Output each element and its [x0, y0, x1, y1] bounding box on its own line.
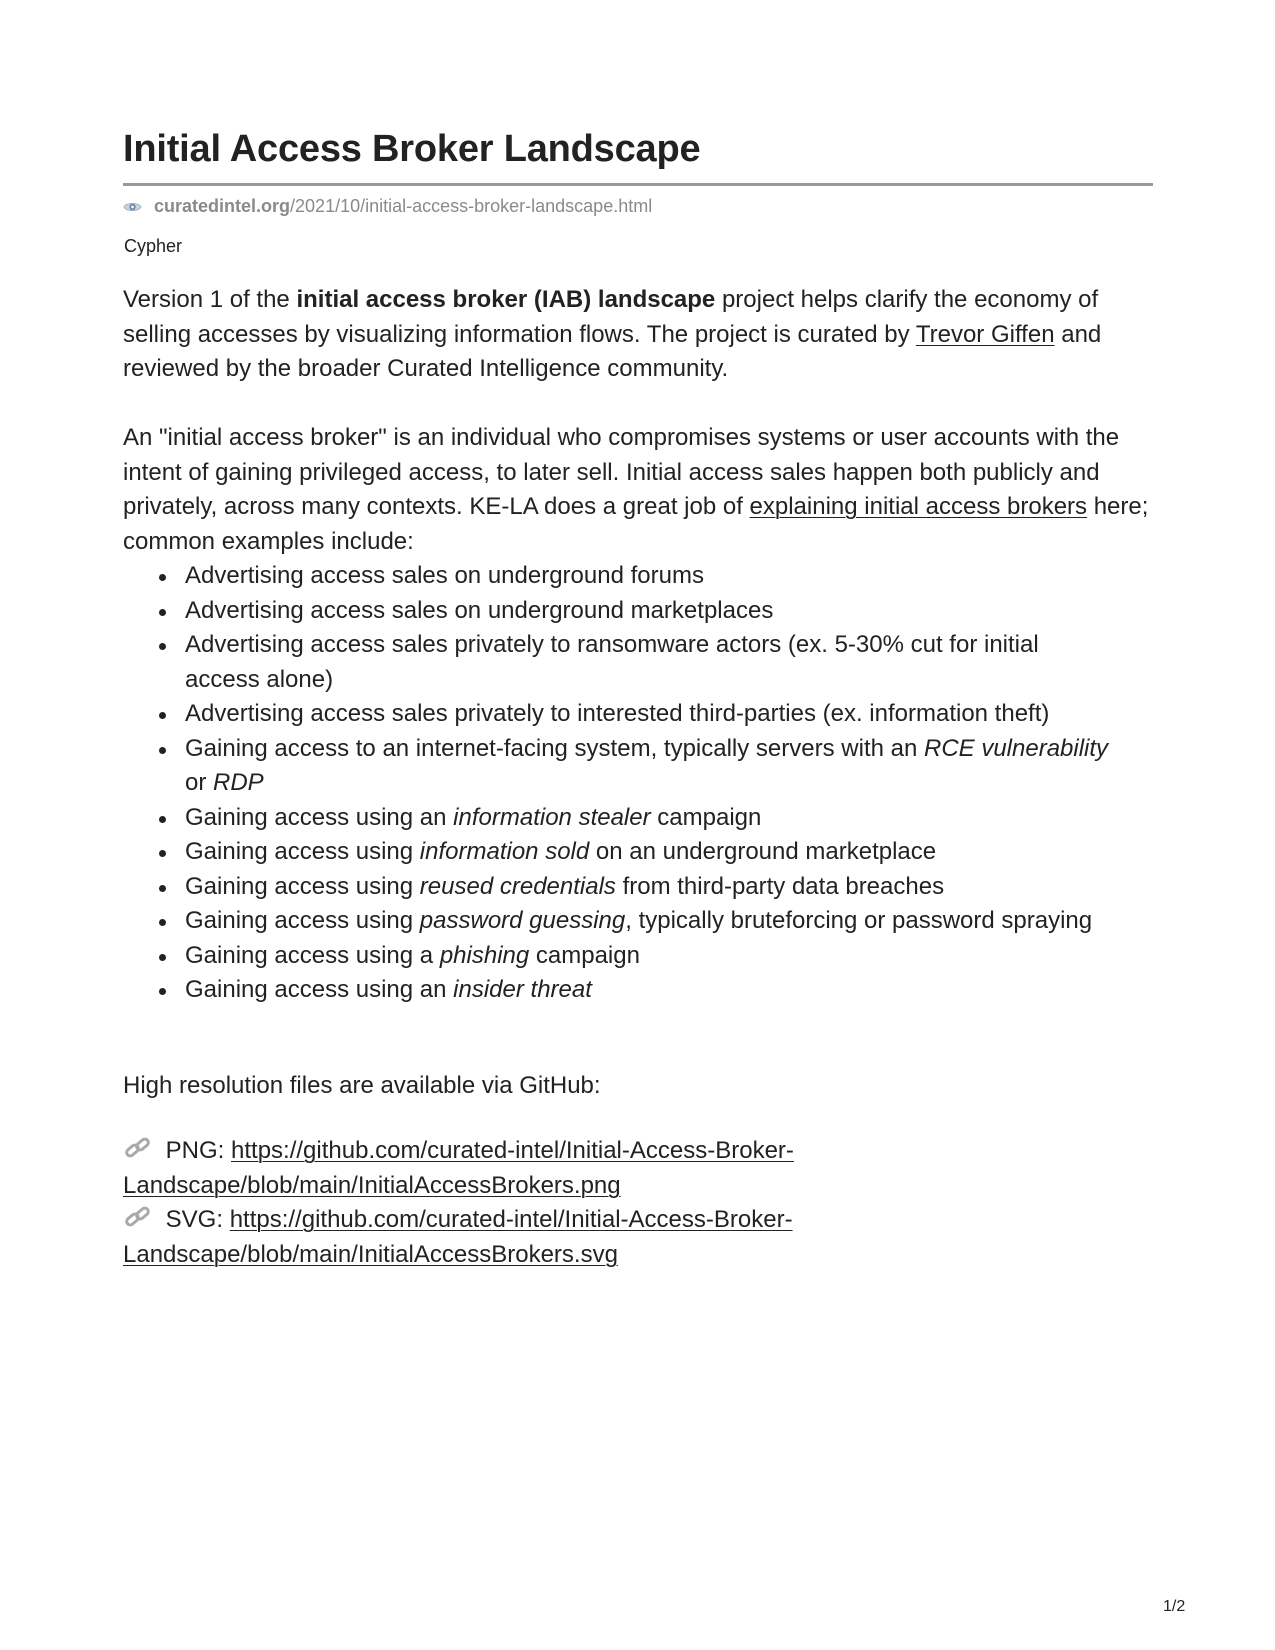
intro-bold-term: initial access broker (IAB) landscape [296, 286, 716, 313]
eye-icon [123, 200, 142, 214]
list-item: Gaining access using reused credentials from third-party data breaches [185, 870, 1153, 905]
intro-text: Version 1 of the [123, 286, 297, 313]
source-line [123, 196, 652, 217]
list-item: Gaining access using information sold on an underground marketplace [185, 835, 1153, 870]
title-divider [123, 183, 1153, 186]
svg-download-row [123, 1203, 843, 1272]
list-item: Gaining access using an insider threat [185, 973, 1153, 1008]
source-domain: curatedintel.org [154, 196, 291, 216]
png-label: PNG: [159, 1137, 232, 1164]
link-icon [123, 1136, 153, 1162]
definition-text: here; common examples include: [123, 493, 1149, 555]
list-item: Gaining access using a phishing campaign [185, 939, 1153, 974]
explaining-iab-link[interactable]: explaining initial access brokers [749, 493, 1088, 520]
link-icon [123, 1205, 153, 1231]
png-download-row [123, 1134, 843, 1203]
examples-list [123, 559, 1153, 1008]
list-item: Advertising access sales privately to interested third-parties (ex. information theft) [185, 697, 1153, 732]
svg-label: SVG: [159, 1206, 230, 1233]
author-name: Cypher [124, 236, 183, 256]
intro-paragraph [123, 283, 1153, 387]
list-item: Advertising access sales on underground marketplaces [185, 594, 1153, 629]
definition-section [123, 421, 1153, 1008]
source-path: /2021/10/initial-access-broker-landscape.html [290, 196, 653, 216]
definition-text: An "initial access broker" is an individual who compromises systems or user accounts with the intent of gaining privileged access, to later sell. Initial access sales happen both publicly and privately, across many contexts. KE-LA does a great job of [123, 424, 1120, 520]
svg-download-link[interactable]: https://github.com/curated-intel/Initial-Access-Broker-Landscape/blob/main/InitialAccessBrokers.svg [123, 1206, 793, 1268]
intro-text: project helps clarify the economy of selling accesses by visualizing information flows. The project is curated by [123, 286, 1099, 348]
list-item: Gaining access using an information stealer campaign [185, 801, 1153, 836]
list-item: Gaining access using password guessing, typically bruteforcing or password spraying [185, 904, 1153, 939]
github-intro-text: High resolution files are available via GitHub: [123, 1072, 601, 1099]
page-title: Initial Access Broker Landscape [123, 128, 701, 170]
intro-text: and reviewed by the broader Curated Intelligence community. [123, 320, 1102, 382]
trevor-giffen-link[interactable]: Trevor Giffen [915, 320, 1055, 348]
page-number: 1/2 [1163, 1598, 1186, 1615]
list-item: Advertising access sales privately to ransomware actors (ex. 5-30% cut for initial access alone) [185, 628, 1153, 697]
download-links [123, 1134, 843, 1272]
list-item: Gaining access to an internet-facing system, typically servers with an RCE vulnerability or RDP [185, 732, 1153, 801]
list-item: Advertising access sales on underground forums [185, 559, 1153, 594]
png-download-link[interactable]: https://github.com/curated-intel/Initial-Access-Broker-Landscape/blob/main/InitialAccessBrokers.png [123, 1137, 794, 1199]
